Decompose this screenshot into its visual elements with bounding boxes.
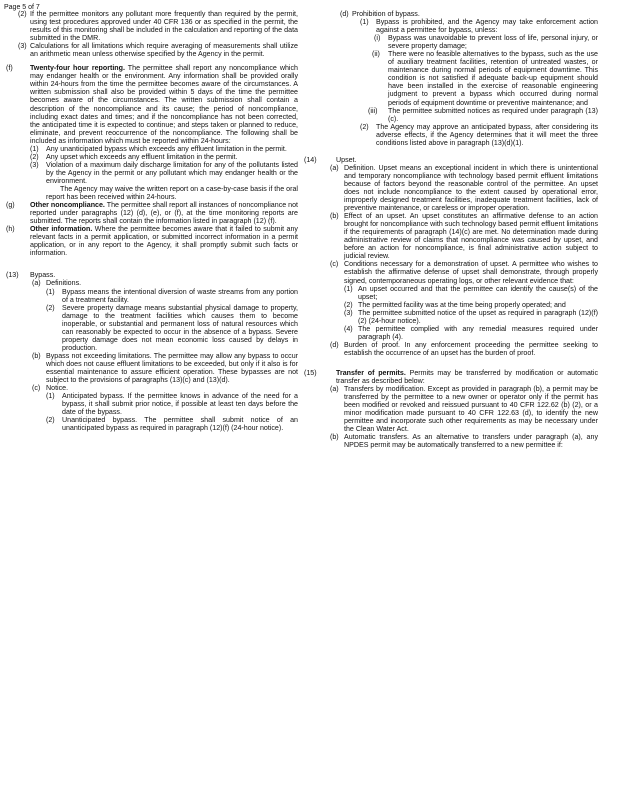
item-number: (c) xyxy=(330,260,339,269)
item-12f1 xyxy=(10,145,298,153)
item-text: Effect of an upset. An upset constitutes an affirmative defense to an action brought for noncompliance with such technology based permit effluent limitations if the requirements of paragraph (14)(c) are met. No determination made during administrative review of claims that noncompliance was caused by upset, and before an action for noncompliance, is final administrative action subject to judicial review. xyxy=(344,212,598,261)
item-text: Where the permittee becomes aware that it failed to submit any relevant facts in a permit application, or submitted incorrect information in a permit application, or in any report to the Agency, it shall promptly submit such facts or information. xyxy=(30,225,298,258)
item-13d xyxy=(310,10,598,18)
item-number: (1) xyxy=(46,392,55,401)
section-13 xyxy=(6,271,298,280)
item-13c2 xyxy=(10,416,298,432)
item-text: Automatic transfers. As an alternative to transfers under paragraph (a), any NPDES permit may be automatically transferred to a new permittee if: xyxy=(344,433,598,450)
item-number: (ii) xyxy=(372,50,380,59)
item-text: Bypass means the intentional diversion of waste streams from any portion of a treatment facility. xyxy=(62,287,298,304)
section-14 xyxy=(304,155,598,164)
item-number: (3) xyxy=(344,308,353,317)
item-number: (h) xyxy=(6,225,15,234)
page-header: Page 5 of 7 xyxy=(4,4,40,11)
item-text: The permittee submitted notice of the upset as required in paragraph (12)(f)(2) (24-hour notice). xyxy=(358,308,598,325)
item-number: (2) xyxy=(30,152,39,161)
item-text: Transfers by modification. Except as provided in paragraph (b), a permit may be transferred by the permittee to a new owner or operator only if the permit has been modified or revoked and reissued pursuant to 40 CFR 122.62 (b) (2), or a minor modification made pursuant to 40 CFR 122.63 (d), to identify the new permittee and incorporate such other requirements as may be necessary under the Clean Water Act. xyxy=(344,385,598,434)
item-number: (d) xyxy=(340,10,349,18)
item-text: Any upset which exceeds any effluent limitation in the permit. xyxy=(46,152,238,161)
waiver-note: The Agency may waive the written report on a case-by-case basis if the oral report has been received within 24-hours. xyxy=(46,184,298,202)
item-14c1 xyxy=(310,285,598,301)
section-title: Transfer of permits. xyxy=(336,368,406,377)
item-text: Burden of proof. In any enforcement proceeding the permittee seeking to establish the occurrence of an upset has the burden of proof. xyxy=(344,340,598,357)
section-15 xyxy=(304,368,598,386)
item-text: There were no feasible alternatives to the bypass, such as the use of auxiliary treatment facilities, retention of untreated wastes, or maintenance during normal periods of equipment downtime. This condition is not satisfied if adequate back-up equipment should have been installed in the exercise of reasonable engineering judgment to prevent a bypass which occurred during normal periods of equipment downtime or preventive maintenance; and xyxy=(388,50,598,107)
item-13d1 xyxy=(310,18,598,34)
item-13a2 xyxy=(10,304,298,352)
item-text: Definition. Upset means an exceptional incident in which there is unintentional and temporary noncompliance with technology based permit effluent limitations because of factors beyond the reasonable control of the permittee. An upset does not include noncompliance to the extent caused by operational error, improperly designed treatment facilities, inadequate treatment facilities, lack of preventive maintenance, or careless or improper operation. xyxy=(344,163,598,213)
item-title: Twenty-four hour reporting. xyxy=(30,64,125,73)
item-text: Any unanticipated bypass which exceeds any effluent limitation in the permit. xyxy=(46,144,287,153)
left-column xyxy=(6,10,299,433)
item-number: (1) xyxy=(46,287,55,296)
item-13c1 xyxy=(10,392,298,416)
item-12g xyxy=(6,201,299,226)
item-number: (3) xyxy=(30,160,39,169)
section-title: Bypass. xyxy=(30,271,56,280)
item-13d2 xyxy=(310,123,598,147)
item-number: (i) xyxy=(374,34,381,43)
item-text: Bypass is prohibited, and the Agency may take enforcement action against a permittee for bypass, unless: xyxy=(376,18,598,35)
item-number: (3) xyxy=(18,42,27,51)
item-13diii xyxy=(310,107,598,123)
item-number: (b) xyxy=(330,433,339,442)
item-number: (d) xyxy=(330,340,339,349)
item-text: Conditions necessary for a demonstration of upset. A permittee who wishes to establish the affirmative defense of upset shall demonstrate, through properly signed, contemporaneous operating logs, or other relevant evidence that: xyxy=(344,260,598,285)
item-number: (2) xyxy=(18,10,27,18)
section-number: (15) xyxy=(304,368,317,377)
item-13dii xyxy=(310,50,598,106)
section-title: Upset. xyxy=(336,155,357,164)
item-title: Definitions. xyxy=(46,279,82,288)
item-12h xyxy=(6,225,298,258)
item-14c2 xyxy=(310,301,598,309)
item-text: Bypass not exceeding limitations. The permittee may allow any bypass to occur which does not cause effluent limitations to be exceeded, but only if it also is for essential maintenance to assure efficient operation. These bypasses are not subject to the provisions of paragraphs (13)(c) and (13)(d). xyxy=(46,351,298,385)
item-13a xyxy=(10,279,298,287)
item-number: (b) xyxy=(330,212,339,221)
item-12f xyxy=(6,64,298,145)
item-text: Severe property damage means substantial physical damage to property, damage to the treatment facilities which causes them to become inoperable, or substantial and permanent loss of natural resources which can reasonably be expected to occur in the absence of a bypass. Severe property damage does not mean economic loss caused by delays in production. xyxy=(62,303,298,352)
item-number: (g) xyxy=(6,201,15,210)
item-15b xyxy=(310,433,598,449)
item-14d xyxy=(310,341,598,357)
item-text: The permitted facility was at the time being properly operated; and xyxy=(358,300,566,309)
item-title: Prohibition of bypass. xyxy=(352,10,420,18)
item-number: (2) xyxy=(46,416,55,425)
item-text: The permittee complied with any remedial measures required under paragraph (4). xyxy=(358,324,598,341)
item-text: The permittee shall report any noncompliance which may endanger health or the environment. Any information shall be provided orally within 24-hours from the time the permittee becomes aware of the circumstances. A written submission shall also be provided within 5 days of the time the permittee becomes aware of the circumstances. The written submission shall contain a description of the noncompliance and its cause; the period of noncompliance, including exact dates and times; and if the noncompliance has not been corrected, the anticipated time it is expected to continue; and steps taken or planned to reduce, eliminate, and prevent reoccurrence of the noncompliance. The following shall be included as information which must be reported within 24-hours: xyxy=(30,64,298,145)
item-12f2 xyxy=(10,153,298,161)
section-text: Permits may be transferred by modification or automatic transfer as described below: xyxy=(336,368,598,386)
item-14a xyxy=(310,164,598,212)
item-12e3 xyxy=(10,42,298,58)
item-number: (2) xyxy=(360,122,369,131)
item-text: The permittee submitted notices as required under paragraph (13)(c). xyxy=(388,106,598,123)
item-text: If the permittee monitors any pollutant more frequently than required by the permit, using test procedures approved under 40 CFR 136 or as specified in the permit, the results of this monitoring shall be included in the calculation and reporting of the data submitted in the DMR. xyxy=(30,10,298,43)
item-text: Anticipated bypass. If the permittee knows in advance of the need for a bypass, it shall submit prior notice, if possible at least ten days before the date of the bypass. xyxy=(62,392,298,417)
item-text: Unanticipated bypass. The permittee shall submit notice of an unanticipated bypass as required in paragraph (12)(f) (24-hour notice). xyxy=(62,416,298,433)
item-number: (a) xyxy=(330,385,339,394)
item-text: Bypass was unavoidable to prevent loss of life, personal injury, or severe property damage; xyxy=(388,34,598,51)
item-15a xyxy=(310,385,598,433)
item-text: The Agency may approve an anticipated bypass, after considering its adverse effects, if the Agency determines that it will meet the three conditions listed above in paragraph (13)(d)(1). xyxy=(376,122,598,147)
item-number: (a) xyxy=(330,163,339,172)
section-number: (13) xyxy=(6,271,19,280)
item-14c4 xyxy=(310,325,598,341)
item-number: (2) xyxy=(344,300,353,309)
item-title: Other noncompliance. xyxy=(30,201,105,210)
item-12f3 xyxy=(10,161,298,185)
section-number: (14) xyxy=(304,155,317,164)
right-column xyxy=(304,10,598,450)
item-14c xyxy=(310,260,598,284)
item-number: (2) xyxy=(46,303,55,312)
item-13b xyxy=(10,352,298,384)
item-number: (1) xyxy=(360,18,369,27)
item-title: Notice. xyxy=(46,384,69,393)
item-number: (1) xyxy=(344,284,353,293)
item-title: Other information. xyxy=(30,225,93,234)
item-number: (a) xyxy=(32,279,41,288)
item-text: The permittee shall report all instances of noncompliance not reported under paragraphs (12) (d), (e), or (f), at the time monitoring reports are submitted. The reports shall contain the information listed in paragraph (12) (f). xyxy=(30,201,299,226)
item-number: (c) xyxy=(32,384,41,393)
item-text: An upset occurred and that the permittee can identify the cause(s) of the upset; xyxy=(358,284,598,301)
item-14b xyxy=(310,212,598,260)
item-number: (4) xyxy=(344,324,353,333)
item-text: Violation of a maximum daily discharge limitation for any of the pollutants listed by the Agency in the permit or any pollutant which may endanger health or the environment. xyxy=(46,160,298,185)
item-12e2 xyxy=(10,10,298,42)
item-13a1 xyxy=(10,288,298,304)
item-text: Calculations for all limitations which require averaging of measurements shall utilize an arithmetic mean unless otherwise specified by the Agency in the permit. xyxy=(30,42,298,59)
item-13c xyxy=(10,384,298,392)
item-number: (iii) xyxy=(368,106,378,115)
item-13di xyxy=(310,34,598,50)
item-number: (b) xyxy=(32,351,41,360)
item-14c3 xyxy=(310,309,598,325)
item-number: (1) xyxy=(30,144,39,153)
item-number: (f) xyxy=(6,64,13,73)
